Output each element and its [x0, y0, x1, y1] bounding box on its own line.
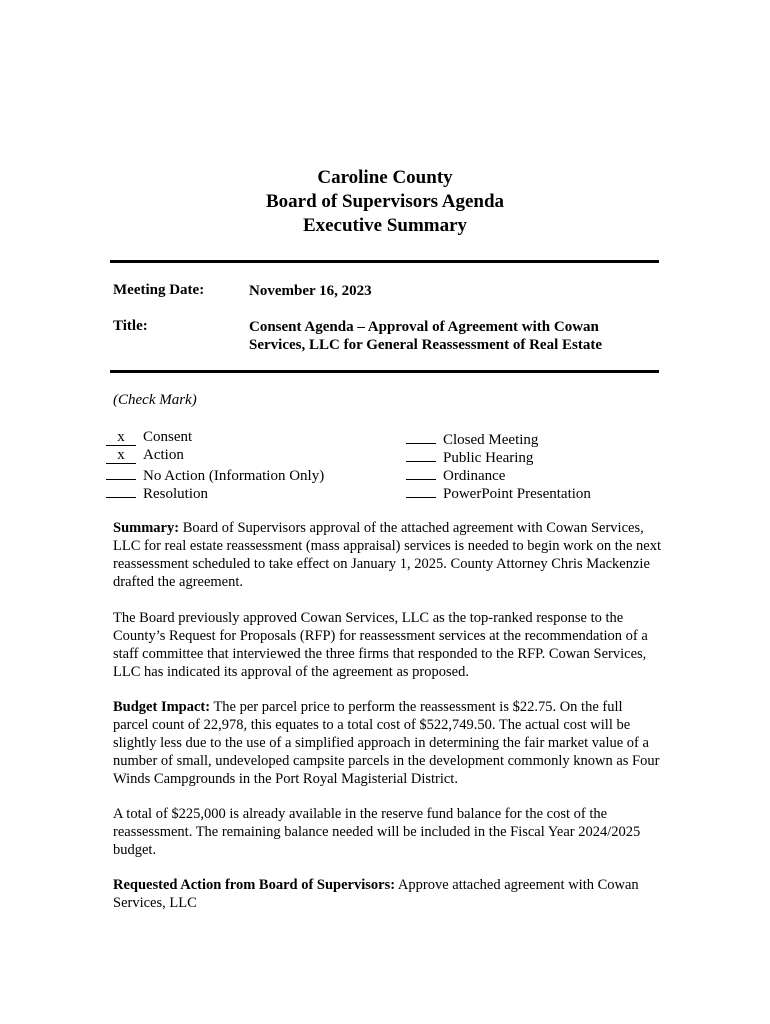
check-blank	[406, 428, 436, 444]
checklist-label: Public Hearing	[443, 450, 534, 466]
county-name: Caroline County	[317, 167, 453, 188]
checklist-item-resolution	[106, 482, 208, 503]
requested-action-heading: Requested Action from Board of Supervisors:	[113, 877, 396, 893]
requested-action-paragraph	[113, 876, 661, 912]
checklist-label: Ordinance	[443, 468, 506, 484]
checklist-label: Consent	[143, 429, 193, 445]
title-label: Title:	[113, 318, 148, 334]
meeting-date-label: Meeting Date:	[113, 282, 205, 298]
title-line-1: Consent Agenda – Approval of Agreement with Cowan	[249, 319, 599, 335]
document-title: Executive Summary	[302, 215, 468, 236]
check-blank: x	[106, 448, 136, 464]
checklist-item-action	[106, 446, 184, 464]
summary-paragraph	[113, 519, 661, 591]
check-mark-label: (Check Mark)	[113, 392, 197, 408]
budget-text: The per parcel price to perform the reassessment is $22.75. On the full parcel count of 22,978, this equates to a total cost of $522,749.50. The actual cost will be slightly less due to the use of a simplified approach in determining the fair market value of a number of small, undeveloped campsite parcels in the development commonly known as Four Winds Campgrounds in the Port Royal Magisterial District.	[113, 699, 660, 787]
agenda-title: Board of Supervisors Agenda	[265, 191, 505, 212]
summary-heading: Summary:	[113, 520, 180, 536]
title-line-2: Services, LLC for General Reassessment of Real Estate	[249, 337, 602, 353]
budget-paragraph	[113, 698, 661, 788]
meeting-date-value: November 16, 2023	[249, 283, 372, 299]
summary-text: Board of Supervisors approval of the attached agreement with Cowan Services, LLC for real estate reassessment (mass appraisal) services is needed to begin work on the next reassessment scheduled to take effect on January 1, 2025. County Attorney Chris Mackenzie drafted the agreement.	[113, 520, 661, 590]
budget-heading: Budget Impact:	[113, 699, 211, 715]
checklist-item-powerpoint	[406, 482, 591, 503]
checklist-label: Resolution	[143, 486, 209, 502]
check-blank	[406, 482, 436, 498]
requested-action-text: Approve attached agreement with Cowan Services, LLC	[113, 877, 639, 911]
checklist-item-consent	[106, 428, 192, 446]
bottom-divider	[110, 370, 659, 373]
check-blank: x	[106, 430, 136, 446]
checklist-label: No Action (Information Only)	[143, 468, 325, 484]
reserve-fund-paragraph: A total of $225,000 is already available in the reserve fund balance for the cost of the reassessment. The remaining balance needed will be included in the Fiscal Year 2024/2025 budget.	[113, 806, 641, 858]
check-blank	[406, 446, 436, 462]
checklist-label: Action	[143, 447, 184, 463]
check-blank	[106, 482, 136, 498]
check-blank	[106, 464, 136, 480]
top-divider	[110, 260, 659, 263]
rfp-paragraph: The Board previously approved Cowan Services, LLC as the top-ranked response to the County’s Request for Proposals (RFP) for reassessment services at the recommendation of a staff committee that interviewed the three firms that responded to the RFP. Cowan Services, LLC has indicated its approval of the agreement as proposed.	[113, 610, 648, 680]
check-blank	[406, 464, 436, 480]
checklist-label: PowerPoint Presentation	[443, 486, 591, 502]
checklist-label: Closed Meeting	[443, 432, 539, 448]
